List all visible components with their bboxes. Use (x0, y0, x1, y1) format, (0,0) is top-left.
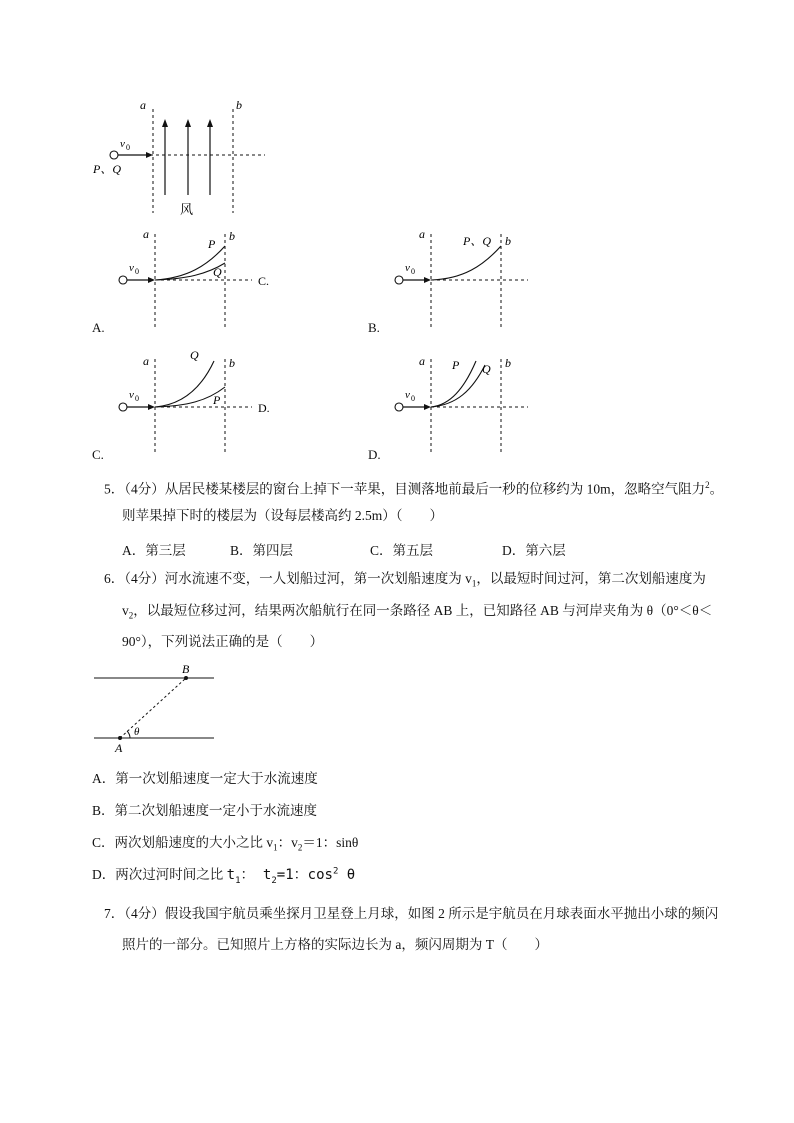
angle-arc (127, 731, 130, 738)
svg-text:b: b (505, 234, 511, 248)
q7-line1: 7．（4分）假设我国宇航员乘坐探月卫星登上月球，如图 2 所示是宇航员在月球表面水平抛出小球的频闪 (104, 906, 719, 921)
q7-line2: 照片的一部分。已知照片上方格的实际边长为 a，频闪周期为 T（ ） (122, 937, 548, 952)
svg-text:b: b (505, 356, 511, 370)
option-d-label[interactable]: D. (368, 447, 381, 462)
option-a-label[interactable]: A. (92, 320, 105, 335)
v0-arrow (146, 152, 153, 158)
svg-text:b: b (229, 356, 235, 370)
svg-text:θ: θ (134, 726, 140, 738)
svg-text:v: v (405, 262, 410, 274)
svg-text:P: P (208, 237, 216, 251)
q6-choice-b[interactable]: B．第二次划船速度一定小于水流速度 (92, 803, 318, 818)
svg-text:A: A (115, 741, 123, 755)
option-a-figure (112, 222, 287, 332)
q6-choice-d[interactable]: D．两次过河时间之比 $t_1$： $t_2=1$：$\cos^2 \theta$ (92, 866, 356, 886)
q5-line1: 5．（4分）从居民楼某楼层的窗台上掉下一苹果，目测落地前最后一秒的位移约为 10m，忽略空气阻力$^2$。 (104, 480, 724, 497)
q5-choice-a[interactable]: A．第三层 (122, 543, 186, 558)
svg-text:B: B (182, 662, 190, 676)
label-v0: v (120, 138, 125, 150)
svg-text:0: 0 (411, 394, 415, 403)
q5-choice-c[interactable]: C．第五层 (370, 543, 434, 558)
option-d-figure (388, 347, 563, 457)
q6-line3: 90°），下列说法正确的是（ ） (122, 634, 324, 649)
q6-line1: 6．（4分）河水流速不变，一人划船过河，第一次划船速度为 $v_1$，以最短时间过河，第二次划船速度为 (104, 571, 706, 589)
svg-text:0: 0 (126, 143, 130, 152)
curve-pq (431, 246, 501, 280)
q6-choice-a[interactable]: A．第一次划船速度一定大于水流速度 (92, 771, 318, 786)
svg-text:0: 0 (135, 394, 139, 403)
svg-text:a: a (419, 227, 425, 241)
svg-text:Q: Q (190, 348, 199, 362)
svg-text:v: v (129, 262, 134, 274)
curve-q (155, 361, 214, 407)
svg-text:b: b (229, 229, 235, 243)
point-b (184, 676, 188, 680)
option-c-label[interactable]: C. (92, 447, 104, 462)
option-c-figure (112, 347, 287, 457)
svg-text:Q: Q (482, 362, 491, 376)
label-wind: 风 (180, 202, 194, 217)
q5-line2: 则苹果掉下时的楼层为（设每层楼高约 2.5m）（ ） (122, 508, 444, 523)
label-pq: P、Q (93, 162, 121, 176)
svg-text:a: a (419, 354, 425, 368)
wind-setup-figure (90, 95, 280, 220)
svg-text:a: a (143, 354, 149, 368)
option-b-figure (388, 222, 563, 332)
label-a: a (140, 98, 146, 112)
svg-text:P: P (213, 393, 221, 407)
q5-choice-b[interactable]: B．第四层 (230, 543, 294, 558)
option-b-label[interactable]: B. (368, 320, 380, 335)
q5-choice-d[interactable]: D．第六层 (502, 543, 566, 558)
svg-text:P: P (452, 358, 460, 372)
svg-text:D.: D. (258, 401, 270, 415)
q6-line2: $v_2$，以最短位移过河，结果两次船航行在同一条路径 AB 上，已知路径 AB 与河岸夹角为 θ（0°＜θ＜ (122, 603, 713, 621)
svg-text:v: v (129, 389, 134, 401)
svg-text:v: v (405, 389, 410, 401)
ball-pq (110, 151, 118, 159)
svg-text:a: a (143, 227, 149, 241)
wind-arrows (162, 119, 213, 195)
river-figure (90, 660, 220, 755)
q6-choice-c[interactable]: C．两次划船速度的大小之比 $v_1$：$v_2=1$：sinθ (92, 835, 359, 853)
svg-text:0: 0 (135, 267, 139, 276)
point-a (118, 736, 122, 740)
path-ab (120, 678, 186, 738)
svg-text:Q: Q (213, 265, 222, 279)
svg-text:P、Q: P、Q (463, 234, 491, 248)
svg-text:0: 0 (411, 267, 415, 276)
label-b: b (236, 98, 242, 112)
svg-text:C.: C. (258, 274, 270, 288)
